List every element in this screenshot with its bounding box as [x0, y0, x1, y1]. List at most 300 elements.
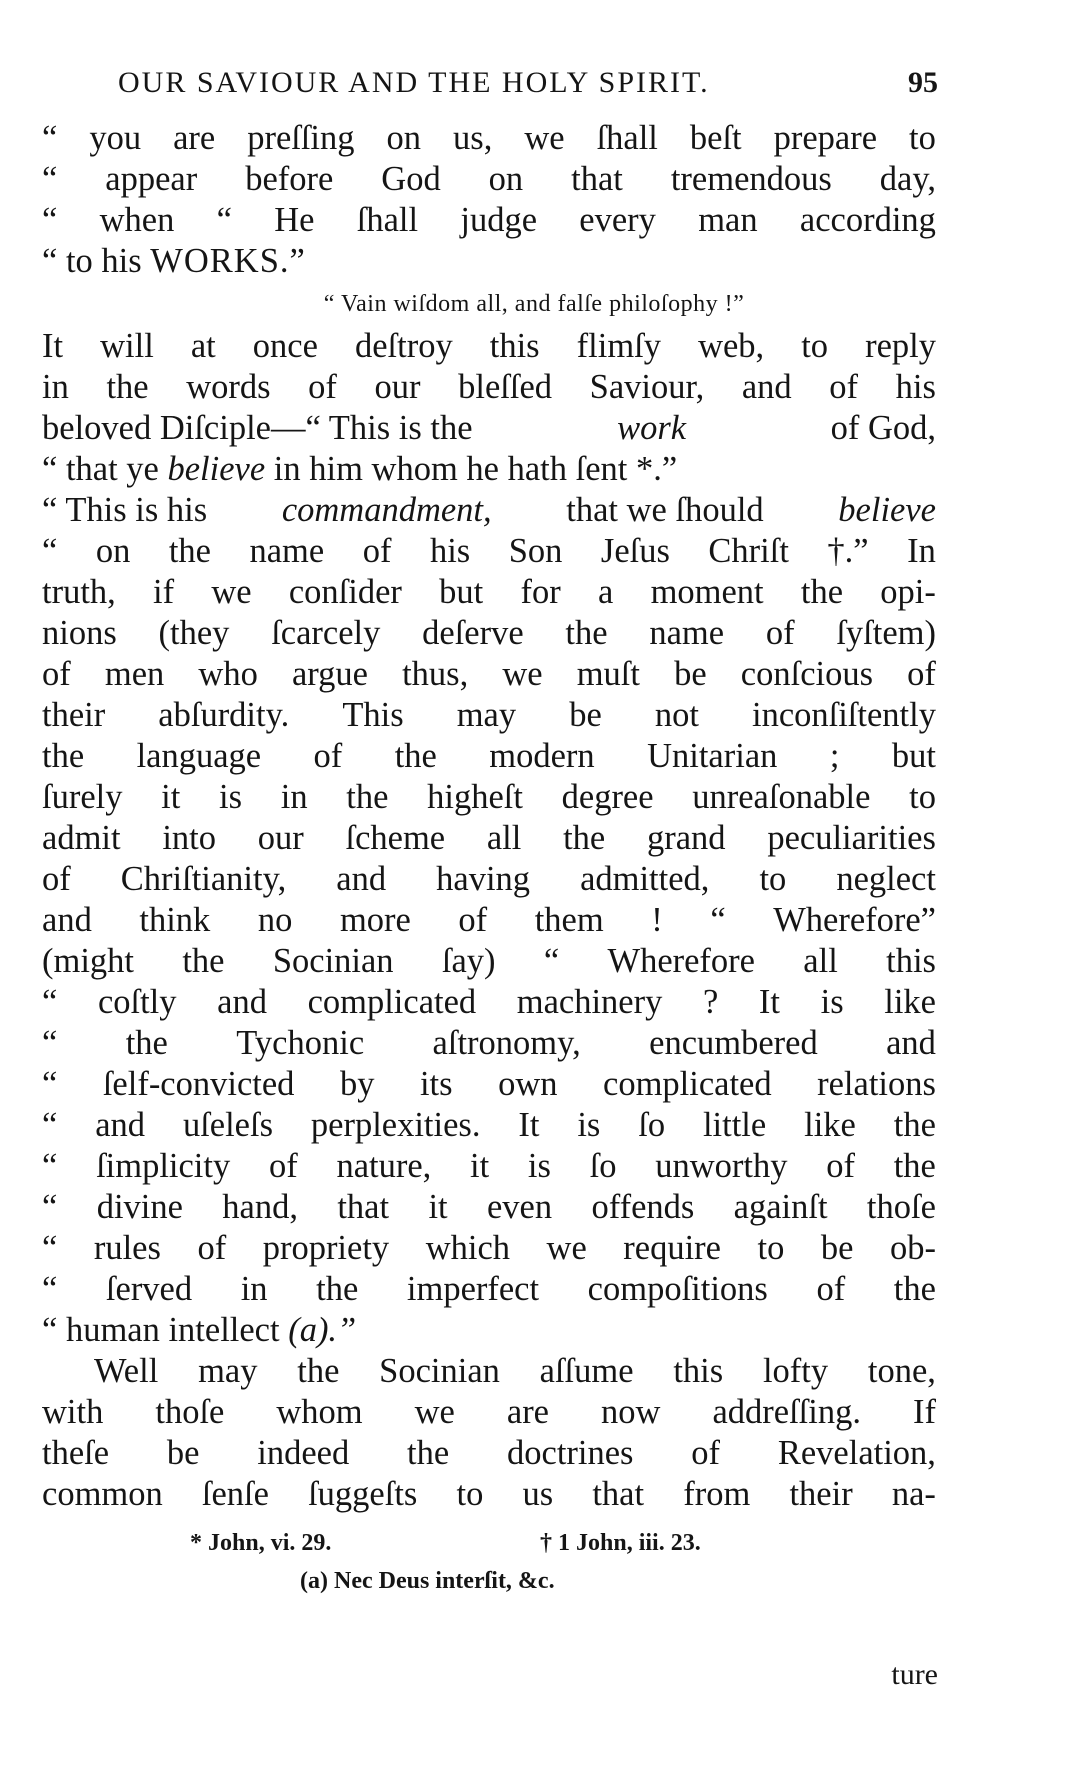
word: is: [820, 983, 844, 1021]
word: may: [198, 1352, 258, 1390]
word: ſenſe: [201, 1475, 269, 1513]
text-line: [42, 159, 936, 200]
word: of: [42, 860, 71, 898]
word: of: [458, 901, 488, 939]
word: God: [381, 160, 441, 198]
text-line: [42, 777, 936, 818]
word: coſtly: [97, 983, 177, 1021]
word: Wherefore: [607, 942, 755, 980]
word: we: [502, 655, 543, 693]
word: the: [565, 614, 608, 652]
word: indeed: [257, 1434, 350, 1472]
word: are: [506, 1393, 549, 1431]
word: ſelf-convicted: [102, 1065, 295, 1103]
word: aſſume: [539, 1352, 634, 1390]
word: the: [297, 1352, 340, 1390]
word: words: [186, 368, 271, 406]
word: ſuggeſts: [308, 1475, 418, 1513]
word: tremendous: [670, 160, 832, 198]
word: their: [789, 1475, 853, 1513]
word: the: [346, 778, 389, 816]
text-line: [42, 859, 936, 900]
word: na-: [891, 1475, 936, 1513]
word: when: [99, 201, 175, 239]
footnote-a: (a) Nec Deus interſit, &c.: [300, 1568, 555, 1594]
note-ref-a: (a).”: [288, 1311, 357, 1349]
word: language: [136, 737, 262, 775]
word: of: [907, 655, 936, 693]
word: Chriſt: [708, 532, 789, 570]
word: name: [249, 532, 325, 570]
word: his: [895, 368, 936, 406]
word: preſſing: [247, 119, 355, 157]
word: ſurely: [42, 778, 123, 816]
text-line: [42, 1351, 936, 1392]
word: “: [42, 532, 58, 570]
text-fragment: that we ſhould: [566, 491, 764, 529]
word: not: [654, 696, 699, 734]
word: them: [534, 901, 604, 939]
text-line: [42, 736, 936, 777]
page-header: [118, 58, 938, 108]
word: Son: [508, 532, 563, 570]
word: be: [166, 1434, 200, 1472]
footnote-row: [190, 1530, 701, 1557]
word: Chriſtianity,: [120, 860, 287, 898]
word: require: [623, 1229, 721, 1267]
word: before: [245, 160, 334, 198]
text-fragment: in him whom he hath ſent *.”: [273, 450, 678, 488]
word: nature,: [336, 1147, 432, 1185]
word: uſeleſs: [182, 1106, 273, 1144]
word: if: [153, 573, 175, 611]
word: and: [95, 1106, 146, 1144]
word: the: [168, 532, 211, 570]
word: it: [470, 1147, 490, 1185]
text-line: [42, 1187, 936, 1228]
text-line: [42, 490, 936, 531]
word: unworthy: [655, 1147, 788, 1185]
word: opi-: [880, 573, 936, 611]
word: argue: [291, 655, 368, 693]
word: having: [436, 860, 531, 898]
word: at: [190, 327, 216, 365]
word: all: [803, 942, 838, 980]
word: doctrines: [507, 1434, 634, 1472]
word: be: [674, 655, 707, 693]
word: is: [219, 778, 243, 816]
word: complicated: [603, 1065, 772, 1103]
word: relations: [817, 1065, 936, 1103]
word: that: [337, 1188, 390, 1226]
word: “: [42, 983, 58, 1021]
word: Well: [94, 1352, 159, 1390]
word: perplexities.: [310, 1106, 481, 1144]
text-line: [42, 1392, 936, 1433]
word: little: [702, 1106, 767, 1144]
word: this: [673, 1352, 724, 1390]
word: to: [801, 327, 829, 365]
word: that: [571, 160, 623, 198]
word: “: [543, 942, 560, 980]
word: aſtronomy,: [432, 1024, 581, 1062]
text-line: [42, 449, 936, 490]
word: of: [691, 1434, 721, 1472]
word: “: [216, 201, 232, 239]
word: He: [274, 201, 315, 239]
word: of: [268, 1147, 298, 1185]
word: the: [125, 1024, 168, 1062]
text-line: [42, 118, 936, 159]
word: complicated: [307, 983, 477, 1021]
word: neglect: [836, 860, 936, 898]
word: no: [257, 901, 293, 939]
word: thoſe: [155, 1393, 225, 1431]
text-line: [42, 241, 936, 282]
text-line: [42, 1269, 936, 1310]
word: which: [425, 1229, 511, 1267]
word: that: [592, 1475, 645, 1513]
text-fragment: “ This is his: [42, 491, 208, 529]
word: man: [698, 201, 758, 239]
text-line: [42, 572, 936, 613]
word: this: [489, 327, 540, 365]
word: prepare: [773, 119, 878, 157]
word: a: [597, 573, 614, 611]
word: the: [893, 1147, 936, 1185]
word: of: [765, 614, 795, 652]
word: our: [374, 368, 421, 406]
word: the: [800, 573, 844, 611]
word: modern: [489, 737, 595, 775]
text-line: [42, 200, 936, 241]
word: of: [42, 655, 71, 693]
word: from: [683, 1475, 751, 1513]
word: ſo: [589, 1147, 617, 1185]
text-line: [42, 1023, 936, 1064]
word: Jeſus: [600, 532, 670, 570]
word: be: [820, 1229, 854, 1267]
word: our: [257, 819, 304, 857]
word: This: [342, 696, 404, 734]
body-text: [42, 118, 936, 1515]
word: abſurdity.: [158, 696, 290, 734]
word: men: [104, 655, 165, 693]
word: are: [173, 119, 216, 157]
text-fragment: “ human intellect: [42, 1311, 280, 1349]
text-line: [42, 941, 936, 982]
word: deſtroy: [354, 327, 453, 365]
word: every: [579, 201, 656, 239]
word: encumbered: [649, 1024, 818, 1062]
word: flimſy: [576, 327, 662, 365]
word: is: [527, 1147, 551, 1185]
word: propriety: [262, 1229, 390, 1267]
text-line: [42, 1310, 936, 1351]
word: his: [429, 532, 471, 570]
text-fragment: of God,: [830, 409, 936, 447]
word: conſider: [288, 573, 402, 611]
word: hand,: [222, 1188, 298, 1226]
word: “: [42, 160, 58, 198]
word: we: [414, 1393, 455, 1431]
word: the: [407, 1434, 450, 1472]
word: of: [362, 532, 392, 570]
word: conſcious: [740, 655, 874, 693]
word: bleſſed: [458, 368, 553, 406]
word: machinery: [516, 983, 663, 1021]
word: the: [316, 1270, 359, 1308]
text-line: [42, 695, 936, 736]
footnote-1-john-3: † 1 John, iii. 23.: [540, 1530, 701, 1556]
word: nions: [42, 614, 117, 652]
word: will: [100, 327, 154, 365]
word: higheſt: [427, 778, 523, 816]
word: to: [759, 860, 787, 898]
word: it: [428, 1188, 448, 1226]
word: like: [804, 1106, 856, 1144]
word: “: [42, 201, 58, 239]
text-line: [42, 1474, 936, 1515]
word: appear: [105, 160, 198, 198]
word: deſerve: [422, 614, 524, 652]
word: rules: [93, 1229, 161, 1267]
text-line: [42, 408, 936, 449]
text-line: [42, 1228, 936, 1269]
word: ſimplicity: [96, 1147, 231, 1185]
word: by: [339, 1065, 375, 1103]
word: like: [884, 983, 936, 1021]
word: and: [42, 901, 92, 939]
word: !: [651, 901, 663, 939]
word: Unitarian: [647, 737, 778, 775]
running-head: OUR SAVIOUR AND THE HOLY SPIRIT.: [118, 66, 710, 99]
word: offends: [591, 1188, 695, 1226]
word: of: [829, 368, 859, 406]
small-caps-works: WORKS.”: [150, 242, 306, 280]
word: it: [161, 778, 181, 816]
word: but: [891, 737, 936, 775]
word: the: [182, 942, 225, 980]
word: In: [907, 532, 936, 570]
word: and: [886, 1024, 936, 1062]
text-line: [42, 531, 936, 572]
word: own: [498, 1065, 558, 1103]
word: on: [95, 532, 131, 570]
word: (they: [158, 614, 230, 652]
word: It: [42, 327, 64, 365]
word: inconſiſtently: [751, 696, 936, 734]
word: now: [601, 1393, 661, 1431]
word: ?: [702, 983, 719, 1021]
word: ſcheme: [345, 819, 446, 857]
word: It: [758, 983, 780, 1021]
word: Revelation,: [777, 1434, 936, 1472]
text-line: [42, 367, 936, 408]
word: to: [909, 119, 936, 157]
word: thus,: [402, 655, 469, 693]
word: this: [886, 942, 936, 980]
epigraph: “ Vain wiſdom all, and falſe philoſophy !”: [323, 291, 745, 317]
word: may: [456, 696, 517, 734]
word: of: [816, 1270, 846, 1308]
word: againſt: [733, 1188, 828, 1226]
text-line: [42, 900, 936, 941]
word: imperfect: [406, 1270, 540, 1308]
word: name: [649, 614, 725, 652]
word: judge: [460, 201, 538, 239]
word: of: [197, 1229, 227, 1267]
word: whom: [276, 1393, 363, 1431]
text-line: [42, 1146, 936, 1187]
word: you: [89, 119, 142, 157]
italic-believe: believe: [167, 450, 266, 488]
word: ſhall: [596, 119, 658, 157]
word: tone,: [867, 1352, 936, 1390]
text-line: [42, 326, 936, 367]
word: for: [520, 573, 561, 611]
word: “: [42, 1229, 58, 1267]
word: ob-: [889, 1229, 936, 1267]
word: all: [486, 819, 522, 857]
word: grand: [647, 819, 726, 857]
word: in: [280, 778, 308, 816]
word: once: [252, 327, 318, 365]
word: even: [486, 1188, 553, 1226]
word: ;: [829, 737, 840, 775]
word: addreſſing.: [712, 1393, 861, 1431]
word: admitted,: [580, 860, 710, 898]
word: †.”: [827, 532, 869, 570]
word: in: [42, 368, 69, 406]
word: (might: [42, 942, 134, 980]
word: If: [912, 1393, 936, 1431]
word: “: [42, 1270, 58, 1308]
word: Wherefore”: [773, 901, 936, 939]
word: “: [42, 1147, 58, 1185]
word: web,: [698, 327, 765, 365]
text-line: [42, 818, 936, 859]
word: “: [42, 1188, 58, 1226]
word: of: [308, 368, 337, 406]
word: the: [893, 1106, 936, 1144]
word: admit: [42, 819, 121, 857]
footnote-john-6: * John, vi. 29.: [190, 1530, 332, 1556]
word: to: [757, 1229, 785, 1267]
word: the: [394, 737, 437, 775]
word: beſt: [689, 119, 742, 157]
word: peculiarities: [767, 819, 936, 857]
word: think: [139, 901, 211, 939]
word: we: [546, 1229, 587, 1267]
text-line: [42, 982, 936, 1023]
word: on: [488, 160, 524, 198]
text-fragment: “ to his: [42, 242, 142, 280]
word: common: [42, 1475, 163, 1513]
word: It: [518, 1106, 540, 1144]
word: lofty: [762, 1352, 829, 1390]
text-line: [42, 1105, 936, 1146]
word: theſe: [42, 1434, 110, 1472]
word: according: [799, 201, 936, 239]
word: but: [439, 573, 484, 611]
word: on: [386, 119, 422, 157]
word: in: [240, 1270, 268, 1308]
word: and: [336, 860, 387, 898]
word: divine: [96, 1188, 183, 1226]
word: be: [569, 696, 602, 734]
word: degree: [561, 778, 654, 816]
word: “: [42, 1065, 58, 1103]
text-line: [42, 613, 936, 654]
word: and: [217, 983, 267, 1021]
word: is: [577, 1106, 601, 1144]
word: “: [42, 1106, 58, 1144]
word: thoſe: [866, 1188, 936, 1226]
text-fragment: beloved Diſciple—“ This is the: [42, 409, 473, 447]
word: ſo: [638, 1106, 666, 1144]
word: us: [522, 1475, 554, 1513]
text-line: [42, 1433, 936, 1474]
word: and: [741, 368, 792, 406]
word: ſay): [441, 942, 496, 980]
word: compoſitions: [587, 1270, 768, 1308]
word: the: [42, 737, 85, 775]
word: ſcarcely: [271, 614, 381, 652]
word: the: [106, 368, 149, 406]
word: with: [42, 1393, 104, 1431]
word: their: [42, 696, 106, 734]
word: the: [563, 819, 606, 857]
word: of: [826, 1147, 855, 1185]
text-line: [42, 1064, 936, 1105]
word: ſerved: [105, 1270, 193, 1308]
word: Socinian: [272, 942, 394, 980]
catchword: ture: [891, 1658, 938, 1691]
word: Tychonic: [236, 1024, 365, 1062]
word: truth,: [42, 573, 116, 611]
word: us,: [453, 119, 493, 157]
word: ſhall: [356, 201, 419, 239]
text-line: [42, 654, 936, 695]
word: “: [42, 119, 58, 157]
page-number: 95: [908, 66, 938, 99]
word: to: [456, 1475, 484, 1513]
word: “: [710, 901, 726, 939]
word: to: [909, 778, 936, 816]
italic-commandment: commandment,: [281, 491, 492, 529]
word: “: [42, 1024, 58, 1062]
text-fragment: “ that ye: [42, 450, 159, 488]
word: the: [893, 1270, 936, 1308]
word: unreaſonable: [692, 778, 871, 816]
word: more: [339, 901, 411, 939]
word: day,: [879, 160, 936, 198]
word: its: [419, 1065, 453, 1103]
word: moment: [650, 573, 764, 611]
word: of: [313, 737, 343, 775]
word: we: [211, 573, 252, 611]
word: Saviour,: [589, 368, 705, 406]
word: reply: [865, 327, 936, 365]
word: we: [524, 119, 565, 157]
word: muſt: [576, 655, 640, 693]
italic-believe: believe: [838, 491, 936, 529]
word: into: [162, 819, 216, 857]
italic-work: work: [617, 409, 687, 447]
word: Socinian: [379, 1352, 500, 1390]
word: who: [198, 655, 258, 693]
